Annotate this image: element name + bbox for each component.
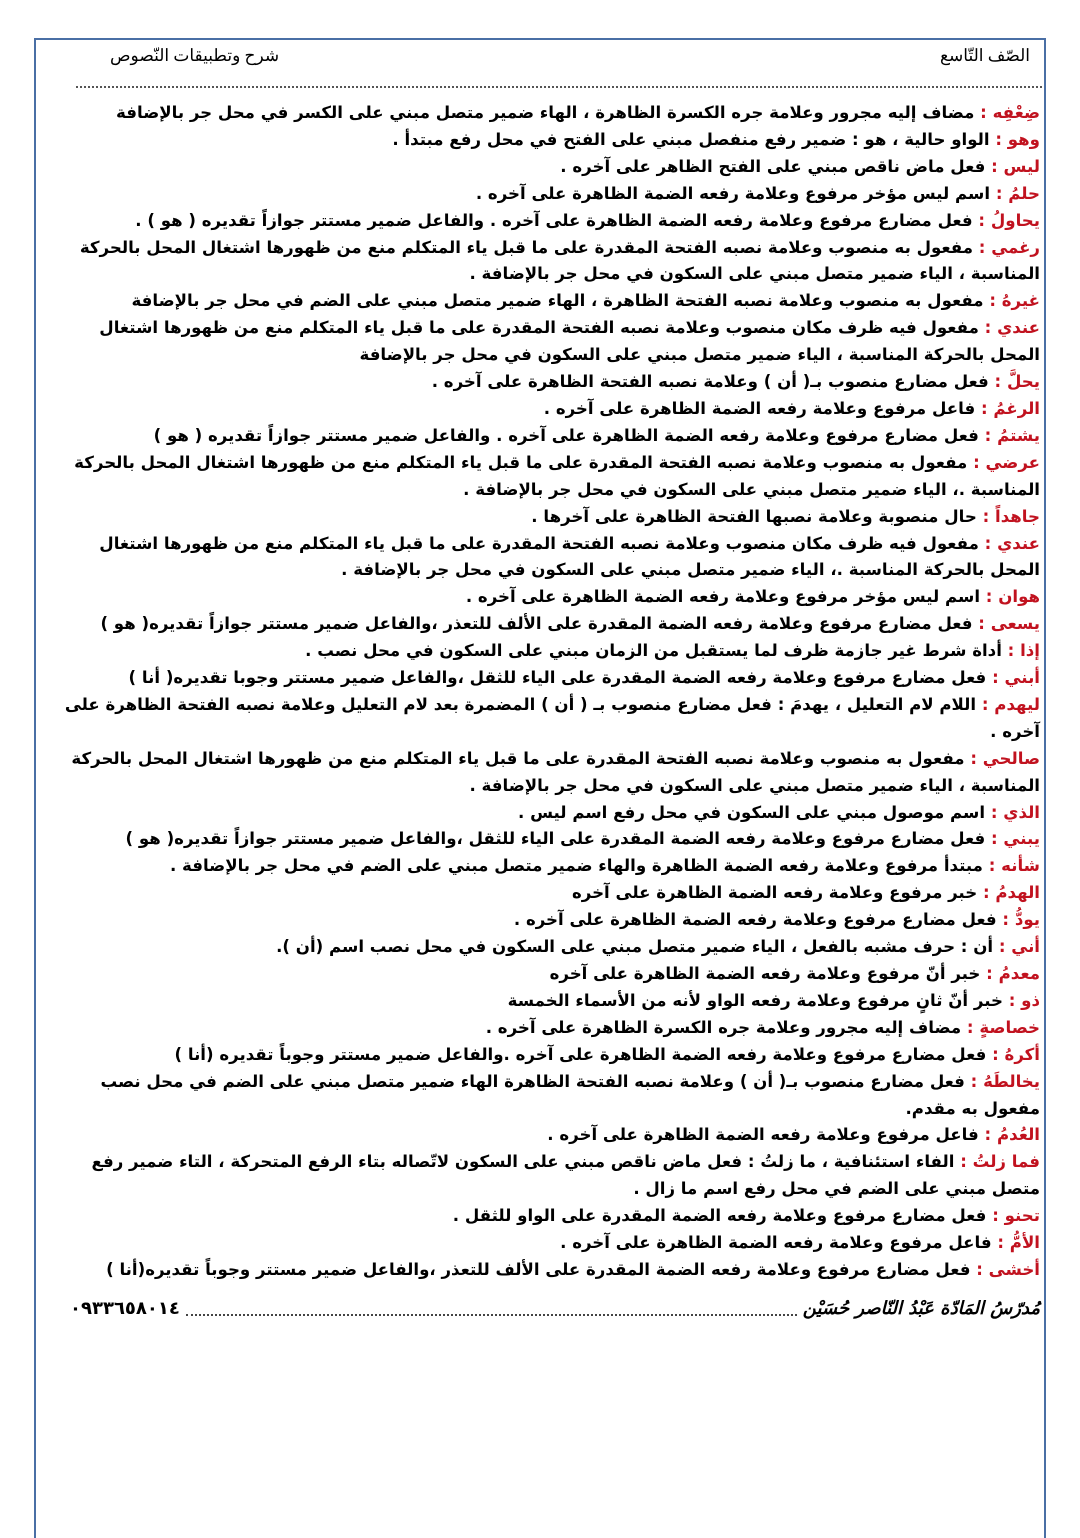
parsing-entry [44, 1230, 1040, 1257]
parsing-entry [44, 1122, 1040, 1149]
parsed-word: وهو [1007, 129, 1040, 149]
parsing-entry [44, 369, 1040, 396]
word-separator: : [977, 883, 996, 903]
word-separator: : [990, 183, 1009, 203]
parsing-entry [44, 746, 1040, 800]
parsing-entry [44, 1069, 1040, 1123]
parsing-entry [44, 665, 1040, 692]
parsing-entry [44, 961, 1040, 988]
parsing-text: اسم موصول مبني على السكون في محل رفع اسم ليس . [518, 802, 986, 822]
word-separator: : [980, 964, 999, 983]
parsing-text: فعل مضارع مرفوع وعلامة رفعه الضمة المقدرة على الألف للتعذر ،والفاعل ضمير مستتر وجوباً تقديره(أنا ) [106, 1259, 971, 1279]
parsed-word: إذا [1020, 641, 1040, 661]
word-separator: : [986, 668, 1005, 688]
parsed-word: يخالطَهُ [983, 1071, 1040, 1091]
parsing-text: فاعل مرفوع وعلامة رفعه الضمة الظاهرة على آخره . [547, 1125, 979, 1145]
parsing-entry [44, 396, 1040, 423]
parsing-entry [44, 423, 1040, 450]
parsed-word: يودُّ [1014, 910, 1040, 930]
parsing-text: فاعل مرفوع وعلامة رفعه الضمة الظاهرة على آخره . [560, 1233, 992, 1253]
word-separator: : [986, 1044, 1005, 1064]
parsing-entry [44, 880, 1040, 907]
teacher-signature: مُدرّسُ المَادّة عَبْدُ النّاصر حُسَيْن [802, 1297, 1040, 1319]
word-separator: : [978, 318, 998, 338]
parsing-entry [44, 531, 1040, 585]
parsing-text: أداة شرط غير جازمة ظرف لما يستقبل من الزمان مبني على السكون في محل نصب . [305, 641, 1002, 661]
parsing-text: فعل مضارع مرفوع وعلامة رفعه الضمة المقدرة على الألف للتعذر ،والفاعل ضمير مستتر جوازاً تقديره( هو ) [100, 614, 973, 634]
parsing-text: خبر مرفوع وعلامة رفعه الضمة الظاهرة على آخره [571, 883, 978, 903]
parsed-word: ذو [1021, 990, 1040, 1010]
parsed-word: حلمُ [1008, 183, 1040, 203]
parsed-word: جاهداً [995, 506, 1040, 526]
word-separator: : [988, 372, 1007, 392]
parsing-text: أن : حرف مشبه بالفعل ، الياء ضمير متصل مبني على السكون في محل نصب اسم (أن ). [276, 937, 994, 957]
parsing-text: مفعول به منصوب وعلامة نصبه الفتحة الظاهرة ، الهاء ضمير متصل مبني على الضم في محل جر بالإضافة [131, 291, 984, 311]
word-separator: : [996, 910, 1015, 930]
parsing-entry [44, 853, 1040, 880]
parsed-word: أكرهُ [1004, 1044, 1040, 1064]
parsed-word: فما زلتُ [972, 1152, 1040, 1172]
word-separator: : [964, 1071, 984, 1091]
parsed-word: عندي [997, 533, 1040, 553]
parsing-text: الواو حالية ، هو : ضمير رفع منفصل مبني على الفتح في محل رفع مبتدأ . [392, 129, 990, 149]
parsed-word: هوان [998, 587, 1040, 607]
word-separator: : [980, 587, 999, 607]
word-separator: : [991, 1233, 1010, 1253]
word-separator: : [978, 425, 998, 445]
parsed-word: يبني [1003, 829, 1040, 849]
parsing-text: فعل مضارع منصوب بـ( أن ) وعلامة نصبه الفتحة الظاهرة الهاء ضمير متصل مبني على الضم في محل نصب مفعول به مقدم. [100, 1071, 1040, 1118]
word-separator: : [972, 210, 991, 230]
footer-dots [186, 1300, 797, 1316]
parsed-word: رغمي [991, 237, 1040, 257]
parsing-text: فعل مضارع مرفوع وعلامة رفعه الضمة الظاهرة على آخره . والفاعل ضمير مستتر جوازاً تقديره ( هو ) [153, 425, 979, 445]
parsing-text: مبتدأ مرفوع وعلامة رفعه الضمة الظاهرة والهاء ضمير متصل مبني على الضم في محل جر بالإضافة . [169, 856, 983, 876]
word-separator: : [986, 1206, 1005, 1226]
parsing-text: اللام لام التعليل ، يهدمَ : فعل مضارع منصوب بـ ( أن ) المضمرة بعد لام التعليل وعلامة نصبه الفتحة الظاهرة على آخره . [64, 694, 1040, 741]
parsing-entry [44, 1015, 1040, 1042]
parsing-text: مضاف إليه مجرور وعلامة جره الكسرة الظاهرة على آخره . [485, 1017, 962, 1037]
parsed-word: معدمُ [998, 964, 1040, 983]
parsed-word: يشتمُ [997, 425, 1040, 445]
parsing-text: مفعول به منصوب وعلامة نصبه الفتحة المقدرة على ما قبل ياء المتكلم منع من ظهورها اشتغال المحل بالحركة المناسبة ، الياء ضمير متصل مبني على السكون في محل جر بالإضافة . [79, 237, 1040, 284]
grade-label: الصّف التّاسع [940, 46, 1030, 65]
parsed-word: يحلَّ [1006, 372, 1040, 392]
parsing-text: فعل مضارع مرفوع وعلامة رفعه الضمة الظاهرة على آخره .والفاعل ضمير مستتر وجوباً تقديره (أنا ) [174, 1044, 987, 1064]
word-separator: : [976, 506, 996, 526]
word-separator: : [970, 1259, 989, 1279]
parsed-word: خصاصةٍ [979, 1017, 1040, 1037]
word-separator: : [985, 802, 1004, 822]
parsing-text: مفعول به منصوب وعلامة نصبه الفتحة المقدرة على ما قبل ياء المتكلم منع من ظهورها اشتغال المحل بالحركة المناسبة .، الياء ضمير متصل مبني على السكون في محل جر بالإضافة . [74, 452, 1040, 499]
parsing-text: مفعول فيه ظرف مكان منصوب وعلامة نصبه الفتحة المقدرة على ما قبل ياء المتكلم منع من ظهورها اشتغال المحل بالحركة المناسبة .، الياء ضمير متصل مبني على السكون في محل جر بالإضافة . [99, 533, 1040, 580]
parsing-entry [44, 100, 1040, 127]
parsing-entry [44, 988, 1040, 1015]
parsed-word: أخشى [988, 1259, 1040, 1279]
word-separator: : [976, 694, 995, 714]
parsing-text: فاعل مرفوع وعلامة رفعه الضمة الظاهرة على آخره . [543, 398, 976, 418]
footer [70, 1292, 1040, 1324]
word-separator: : [985, 156, 1004, 176]
subject-label: شرح وتطبيقات النّصوص [110, 46, 280, 65]
parsed-word: يسعى [990, 614, 1040, 634]
parsed-word: عندي [997, 318, 1040, 338]
parsed-word: يحاولُ [990, 210, 1040, 230]
parsing-entry [44, 181, 1040, 208]
word-separator: : [954, 1152, 973, 1172]
parsed-word: أني [1011, 937, 1040, 957]
page-header [50, 46, 1030, 76]
word-separator: : [967, 452, 986, 472]
parsing-entry [44, 584, 1040, 611]
parsing-entry [44, 288, 1040, 315]
phone-number: ٠٩٣٣٦٥٨٠١٤ [70, 1297, 180, 1319]
word-separator: : [985, 829, 1004, 849]
word-separator: : [964, 748, 983, 768]
parsed-word: شأنه [1001, 856, 1040, 876]
parsing-entry [44, 450, 1040, 504]
parsed-word: صالحي [982, 748, 1040, 768]
parsing-text: مضاف إليه مجرور وعلامة جره الكسرة الظاهرة ، الهاء ضمير متصل مبني على الكسر في محل جر بالإضافة [116, 103, 975, 122]
word-separator: : [989, 129, 1008, 149]
parsed-word: غيرهُ [1001, 291, 1040, 311]
parsing-text: اسم ليس مؤخر مرفوع وعلامة رفعه الضمة الظاهرة على آخره . [465, 587, 981, 607]
word-separator: : [982, 856, 1002, 876]
parsing-entry [44, 154, 1040, 181]
parsing-entry [44, 1203, 1040, 1230]
parsing-entry [44, 611, 1040, 638]
parsed-word: الذي [1003, 802, 1040, 822]
parsing-text: فعل مضارع مرفوع وعلامة رفعه الضمة الظاهرة على آخره . [513, 910, 997, 930]
word-separator: : [993, 937, 1012, 957]
parsing-text: فعل مضارع مرفوع وعلامة رفعه الضمة الظاهرة على آخره . والفاعل ضمير مستتر جوازاً تقديره ( هو ) . [135, 210, 973, 230]
parsed-word: العُدمُ [996, 1125, 1040, 1145]
word-separator: : [983, 291, 1002, 311]
parsing-text: فعل ماض ناقص مبني على الفتح الظاهر على آخره . [560, 156, 986, 176]
parsing-list [44, 100, 1040, 1284]
parsed-word: ليس [1003, 156, 1040, 176]
parsing-entry [44, 800, 1040, 827]
parsed-word: ليهدم [994, 694, 1040, 714]
header-divider [76, 86, 1042, 88]
parsing-text: اسم ليس مؤخر مرفوع وعلامة رفعه الضمة الظاهرة على آخره . [475, 183, 991, 203]
parsing-entry [44, 638, 1040, 665]
parsing-entry [44, 504, 1040, 531]
parsed-word: أبني [1004, 668, 1040, 688]
word-separator: : [972, 237, 992, 257]
parsing-entry [44, 1042, 1040, 1069]
parsed-word: الأمُّ [1009, 1233, 1040, 1253]
parsing-text: فعل مضارع مرفوع وعلامة رفعه الضمة المقدرة على الياء للثقل ،والفاعل ضمير مستتر جوازاً تقديره( هو ) [125, 829, 986, 849]
parsing-text: الفاء استئنافية ، ما زلتُ : فعل ماض ناقص مبني على السكون لاتّصاله بتاء الرفع المتحركة ، التاء ضمير رفع متصل مبني على الضم في محل رفع اسم ما زال . [91, 1152, 1040, 1199]
parsing-text: فعل مضارع منصوب بـ( أن ) وعلامة نصبه الفتحة الظاهرة على آخره . [431, 372, 989, 392]
parsing-entry [44, 235, 1040, 289]
word-separator: : [978, 1125, 997, 1145]
parsing-entry [44, 315, 1040, 369]
parsing-text: فعل مضارع مرفوع وعلامة رفعه الضمة المقدرة على الياء للثقل ،والفاعل ضمير مستتر وجوبا تقديره( أنا ) [128, 668, 987, 688]
parsed-word: تحنو [1004, 1206, 1040, 1226]
word-separator: : [974, 103, 993, 122]
parsing-text: خبر أنّ مرفوع وعلامة رفعه الضمة الظاهرة على آخره [549, 964, 981, 983]
parsing-entry [44, 826, 1040, 853]
parsing-entry [44, 934, 1040, 961]
parsing-entry [44, 1149, 1040, 1203]
parsing-entry [44, 907, 1040, 934]
parsing-text: خبر أنّ ثانٍ مرفوع وعلامة رفعه الواو لأنه من الأسماء الخمسة [507, 990, 1003, 1010]
parsing-entry [44, 1257, 1040, 1284]
parsed-word: ضِعْفِه [992, 103, 1040, 122]
word-separator: : [975, 398, 994, 418]
word-separator: : [961, 1017, 980, 1037]
parsing-text: مفعول فيه ظرف مكان منصوب وعلامة نصبه الفتحة المقدرة على ما قبل ياء المتكلم منع من ظهورها اشتغال المحل بالحركة المناسبة ، الياء ضمير متصل مبني على السكون في محل جر بالإضافة [99, 318, 1040, 365]
parsing-text: مفعول به منصوب وعلامة نصبه الفتحة المقدرة على ما قبل ياء المتكلم منع من ظهورها اشتغال المحل بالحركة المناسبة ، الياء ضمير متصل مبني على السكون في محل جر بالإضافة . [71, 748, 1040, 795]
parsing-entry [44, 127, 1040, 154]
parsed-word: الهدمُ [995, 883, 1040, 903]
parsing-text: حال منصوبة وعلامة نصبها الفتحة الظاهرة على آخرها . [531, 506, 977, 526]
word-separator: : [1002, 990, 1022, 1010]
word-separator: : [978, 533, 998, 553]
parsing-entry [44, 692, 1040, 746]
parsing-entry [44, 208, 1040, 235]
parsing-text: فعل مضارع مرفوع وعلامة رفعه الضمة المقدرة على الواو للثقل . [452, 1206, 987, 1226]
word-separator: : [1001, 641, 1021, 661]
word-separator: : [972, 614, 991, 634]
parsed-word: الرغمُ [993, 398, 1040, 418]
parsed-word: عرضي [985, 452, 1040, 472]
